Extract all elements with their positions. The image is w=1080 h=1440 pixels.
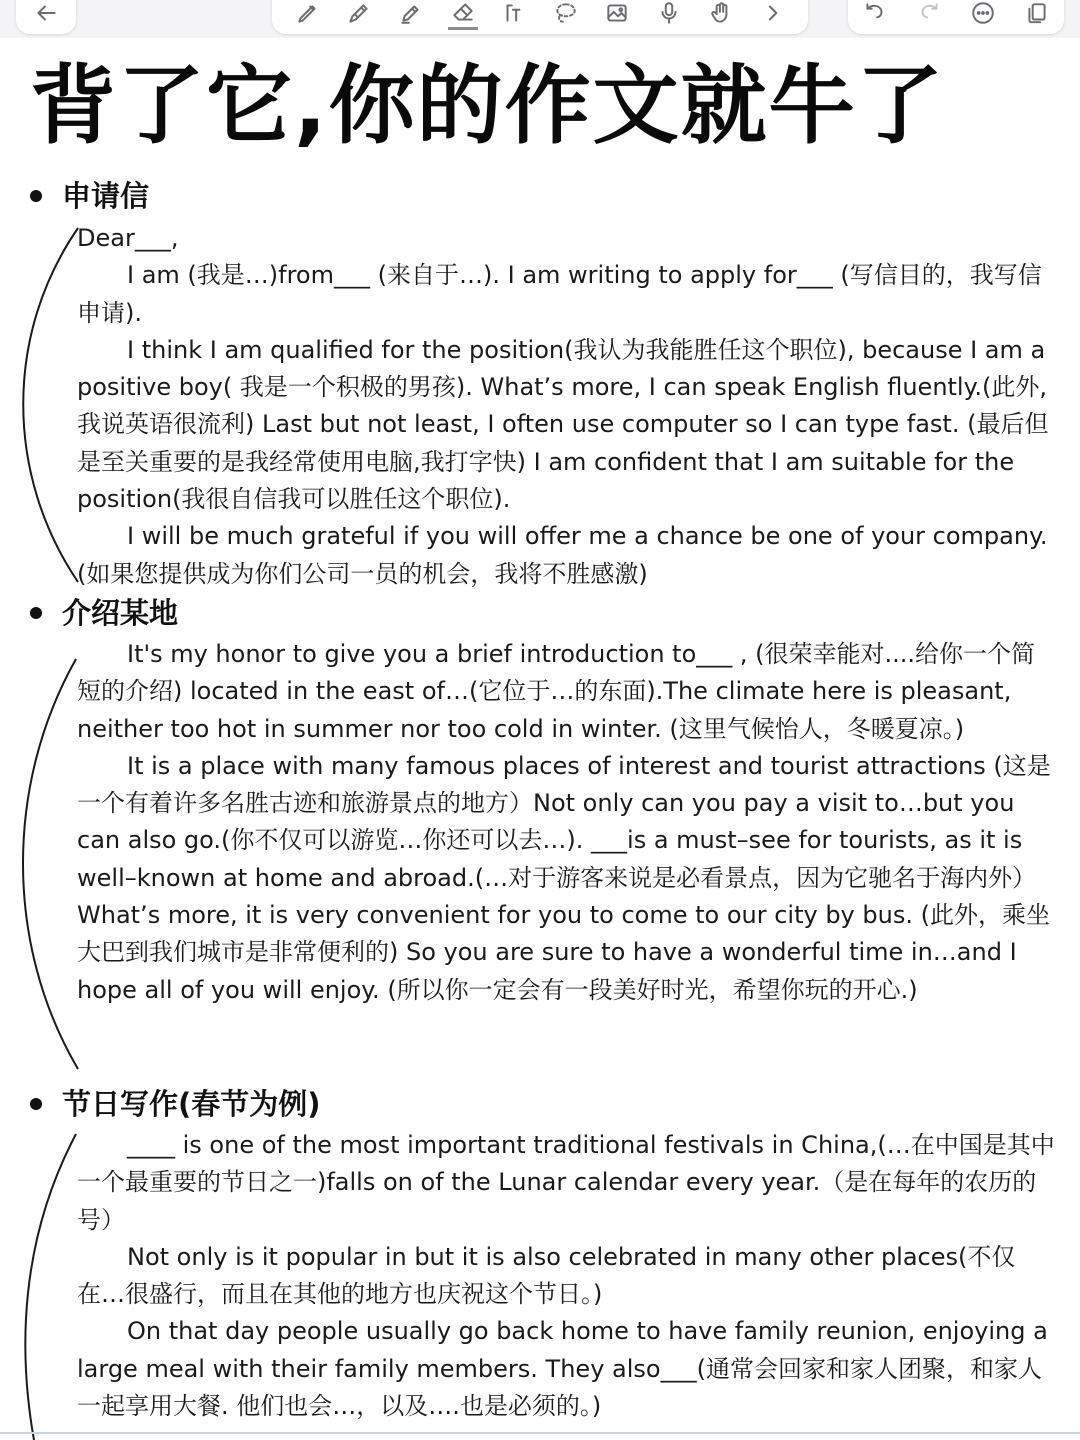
text-tool-icon[interactable] (499, 0, 529, 28)
section-title: 介绍某地 (62, 596, 179, 630)
more-icon[interactable] (968, 0, 998, 28)
paragraph: It is a place with many famous places of interest and tourist attractions (这是一个有着许多名胜古迹和旅游景点的地方）Not only can you pay a visit to…but you can also go.(你不仅可以游览…你还可以去…). ___is a must–see for tourists, as it is well–known at home and abroad.(…对于游客来说是必看景点，因为它驰名于海内外）What’s more, it is very convenient for you to come to our city by bus. (此外，乘坐大巴到我们城市是非常便利的) So you are sure to have a wonderful time in…and I hope all of you will enjoy. (所以你一定会有一段美好时光，希望你玩的开心.) (77, 751, 1051, 1004)
section-body (77, 1127, 1057, 1425)
back-arrow-icon[interactable] (31, 0, 61, 28)
eraser-icon[interactable] (448, 0, 478, 30)
microphone-icon[interactable] (654, 0, 684, 28)
toolbar (0, 0, 1080, 38)
pages-icon[interactable] (1022, 0, 1052, 28)
paragraph: I think I am qualified for the position(我认为我能胜任这个职位), because I am a positive boy( 我是一个积极的男孩). What’s more, I can speak English fluently.(此外, 我说英语很流利) Last but not least, I often use computer so I can type fast. (最后但是至关重要的是我经常使用电脑,我打字快) I am confident that I am suitable for the position(我很自信我可以胜任这个职位). (77, 335, 1049, 514)
lasso-icon[interactable] (551, 0, 581, 28)
toolbar-tools-group (272, 0, 808, 34)
page-title: 背了它,你的作文就牛了 (30, 56, 945, 156)
bullet-icon (30, 607, 42, 619)
paragraph: Dear___, (77, 224, 179, 252)
hand-icon[interactable] (706, 0, 736, 28)
undo-icon[interactable] (860, 0, 890, 28)
paragraph: ____ is one of the most important traditional festivals in China,(…在中国是其中一个最重要的节日之一)falls on of the Lunar calendar every year.（是在每年的农历的号） (77, 1131, 1055, 1234)
section-body (77, 636, 1057, 1009)
pencil-icon[interactable] (344, 0, 374, 28)
section-heading (30, 1084, 321, 1124)
toolbar-right-group (848, 0, 1064, 34)
paragraph: On that day people usually go back home to have family reunion, enjoying a large meal with their family members. They also___(通常会回家和家人团聚，和家人一起享用大餐. 他们也会…，以及….也是必须的。) (77, 1317, 1048, 1421)
section-body (77, 220, 1057, 593)
chevron-right-icon[interactable] (757, 0, 787, 28)
paragraph: It's my honor to give you a brief introduction to___ , (很荣幸能对....给你一个简短的介绍) located in the east of…(它位于…的东面).The climate here is pleasant, neither too hot in summer nor too cold in winter. (这里气候怡人，冬暖夏凉。) (77, 640, 1036, 743)
toolbar-left-group (16, 0, 76, 34)
section-title: 申请信 (62, 179, 150, 213)
image-icon[interactable] (602, 0, 632, 28)
paragraph: I am (我是…)from___ (来自于…). I am writing to apply for___ (写信目的，我写信申请). (77, 261, 1042, 327)
bullet-icon (30, 1098, 42, 1110)
highlighter-icon[interactable] (396, 0, 426, 28)
pen-icon[interactable] (293, 0, 323, 28)
paragraph: I will be much grateful if you will offer me a chance be one of your company.(如果您提供成为你们公司一员的机会，我将不胜感激) (77, 522, 1048, 588)
redo-icon[interactable] (914, 0, 944, 28)
page-bottom-divider (0, 1432, 1080, 1434)
bullet-icon (30, 190, 42, 202)
section-heading (30, 593, 178, 633)
section-heading (30, 176, 149, 216)
section-title: 节日写作(春节为例) (62, 1087, 321, 1121)
paragraph: Not only is it popular in but it is also celebrated in many other places(不仅在…很盛行，而且在其他的地方也庆祝这个节日。) (77, 1242, 1016, 1309)
